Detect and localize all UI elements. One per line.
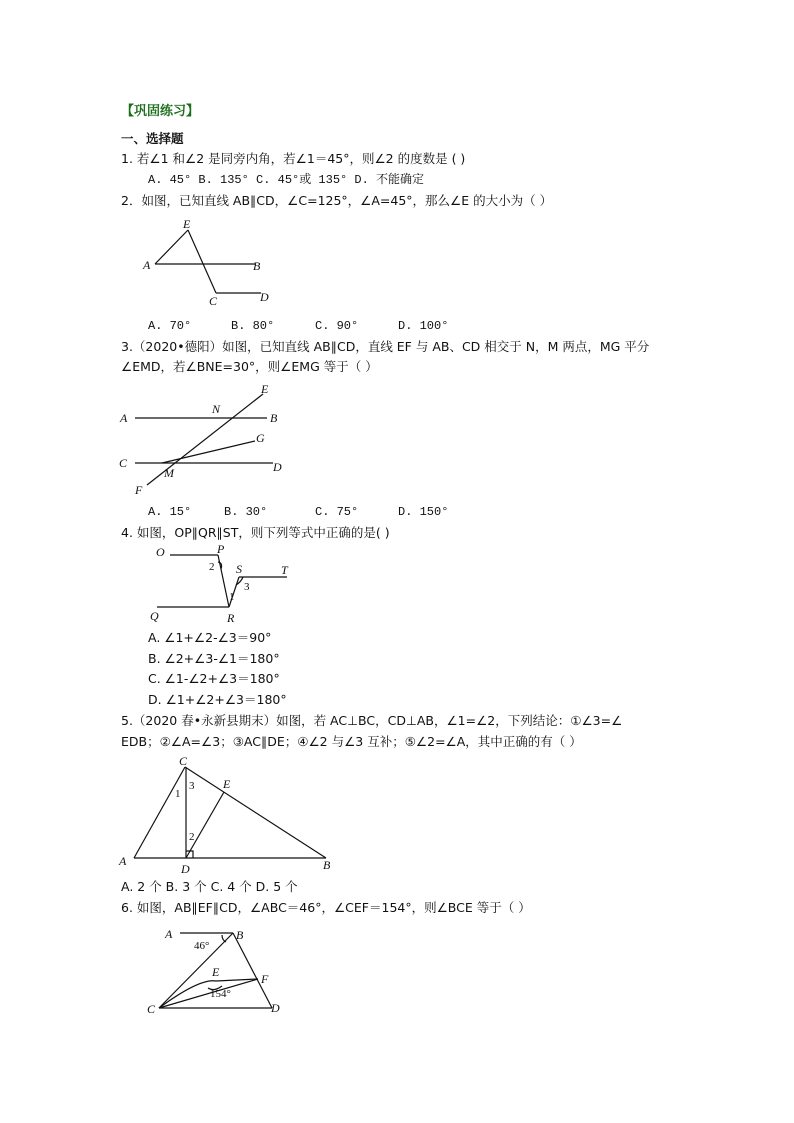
q5-options: A. 2 个 B. 3 个 C. 4 个 D. 5 个: [121, 879, 298, 894]
q4-option-c: C. ∠1-∠2+∠3＝180°: [148, 671, 280, 686]
q1-stem: 1. 若∠1 和∠2 是同旁内角，若∠1＝45°，则∠2 的度数是 ( ): [121, 151, 466, 166]
q3-label-e: E: [261, 382, 269, 396]
section-title: 【巩固练习】: [121, 104, 200, 119]
q2-option-d: D. 100°: [398, 319, 449, 333]
q4-option-a: A. ∠1+∠2-∠3＝90°: [148, 630, 272, 645]
q2-label-e: E: [183, 217, 191, 231]
q3-label-d: D: [273, 460, 282, 474]
q4-label-t: T: [281, 563, 288, 577]
q4-figure: [145, 543, 305, 628]
q5-label-a: A: [119, 854, 127, 868]
q3-label-c: C: [119, 456, 128, 470]
q2-option-b: B. 80°: [231, 319, 275, 333]
q6-figure: [140, 920, 300, 1020]
q3-figure: [115, 380, 295, 500]
q5-label-e: E: [223, 777, 231, 791]
q3-label-f: F: [135, 483, 143, 497]
q6-label-d: D: [271, 1001, 280, 1015]
q1-options: A. 45° B. 135° C. 45°或 135° D. 不能确定: [148, 173, 425, 187]
q3-stem-line1: 3.（2020•德阳）如图，已知直线 AB∥CD，直线 EF 与 AB、CD 相交于 N，M 两点，MG 平分: [121, 339, 650, 354]
q5-figure: [115, 752, 335, 877]
q5-angle-3: 3: [189, 780, 195, 792]
q6-angle-154: 154°: [210, 988, 231, 1000]
q5-stem-line1: 5.（2020 春•永新县期末）如图，若 AC⊥BC，CD⊥AB，∠1=∠2，下列结论：①∠3=∠: [121, 713, 623, 728]
q5-label-d: D: [181, 862, 190, 876]
q2-label-a: A: [143, 258, 151, 272]
q3-option-d: D. 150°: [398, 505, 449, 519]
q2-label-b: B: [253, 259, 261, 273]
q3-label-g: G: [256, 431, 265, 445]
q4-label-s: S: [236, 562, 242, 576]
q4-angle-3: 3: [244, 581, 250, 593]
q6-label-c: C: [147, 1002, 156, 1016]
q2-option-a: A. 70°: [148, 319, 192, 333]
q6-label-e: E: [212, 965, 220, 979]
q5-label-c: C: [179, 754, 188, 768]
q6-angle-46: 46°: [194, 940, 210, 952]
q4-option-d: D. ∠1+∠2+∠3＝180°: [148, 692, 287, 707]
q4-label-r: R: [227, 611, 235, 625]
q5-angle-2: 2: [189, 831, 195, 843]
q4-stem: 4. 如图，OP∥QR∥ST，则下列等式中正确的是( ): [121, 525, 390, 540]
q2-stem: 2．如图，已知直线 AB∥CD，∠C=125°，∠A=45°，那么∠E 的大小为（ ）: [121, 193, 553, 208]
part-title: 一、选择题: [121, 131, 184, 146]
q6-label-b: B: [236, 928, 244, 942]
q3-option-b: B. 30°: [224, 505, 268, 519]
q4-option-b: B. ∠2+∠3-∠1＝180°: [148, 651, 280, 666]
q3-stem-line2: ∠EMD，若∠BNE=30°，则∠EMG 等于（ ）: [121, 359, 378, 374]
q2-figure: [135, 215, 285, 310]
q3-label-a: A: [120, 411, 128, 425]
q2-label-d: D: [260, 290, 269, 304]
q6-label-f: F: [261, 972, 269, 986]
q4-label-q: Q: [150, 609, 159, 623]
q6-label-a: A: [165, 927, 173, 941]
q3-label-b: B: [270, 411, 278, 425]
q6-stem: 6. 如图，AB∥EF∥CD，∠ABC＝46°，∠CEF＝154°，则∠BCE 等于（ ）: [121, 900, 531, 915]
q3-label-m: M: [164, 466, 174, 480]
q3-option-c: C. 75°: [315, 505, 359, 519]
q3-label-n: N: [212, 402, 221, 416]
q5-stem-line2: EDB；②∠A=∠3；③AC∥DE；④∠2 与∠3 互补；⑤∠2=∠A，其中正确的有（ ）: [121, 734, 582, 749]
q5-angle-1: 1: [175, 788, 181, 800]
q2-option-c: C. 90°: [315, 319, 359, 333]
q4-angle-1: 1: [229, 591, 235, 603]
q2-label-c: C: [209, 294, 218, 308]
q3-option-a: A. 15°: [148, 505, 192, 519]
q4-angle-2: 2: [209, 561, 215, 573]
q5-label-b: B: [323, 858, 331, 872]
q4-label-o: O: [156, 545, 165, 559]
q4-label-p: P: [217, 542, 225, 556]
